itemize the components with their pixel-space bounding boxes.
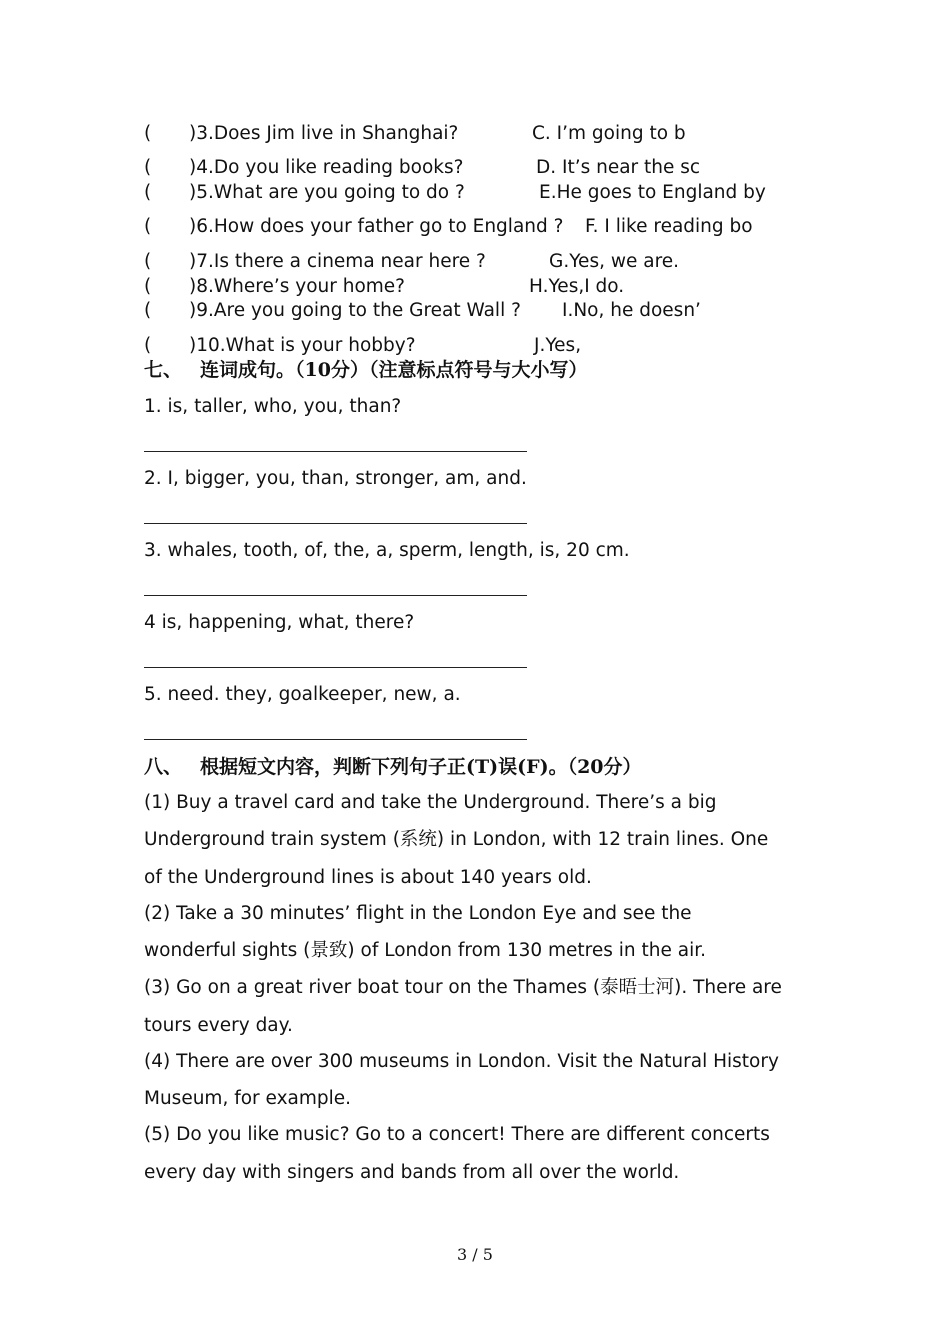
sentence-item: 4 is, happening, what, there? <box>144 612 415 633</box>
passage-line: Museum, for example. <box>144 1088 352 1109</box>
answer-bracket: ( <box>144 216 152 237</box>
page-number: 3 / 5 <box>457 1245 493 1264</box>
answer-bracket: ( <box>144 276 152 297</box>
answer-option: H.Yes,I do. <box>529 276 625 297</box>
passage-line: (4) There are over 300 museums in London. Visit the Natural History <box>144 1051 779 1072</box>
sentence-item: 1. is, taller, who, you, than? <box>144 396 402 417</box>
sentence-item: 2. I, bigger, you, than, stronger, am, and. <box>144 468 527 489</box>
answer-option: J.Yes, <box>534 335 582 356</box>
answer-option: G.Yes, we are. <box>549 251 680 272</box>
passage-line: tours every day. <box>144 1015 293 1036</box>
section-7-heading <box>144 361 587 380</box>
answer-bracket: ( <box>144 300 152 321</box>
passage-line: of the Underground lines is about 140 years old. <box>144 867 592 888</box>
answer-option: D. It’s near the sc <box>536 157 701 178</box>
answer-bracket: ( <box>144 335 152 356</box>
passage-line: (5) Do you like music? Go to a concert! There are different concerts <box>144 1124 770 1145</box>
passage-line: (2) Take a 30 minutes’ flight in the London Eye and see the <box>144 903 692 924</box>
question-text: )8.Where’s your home? <box>189 276 405 297</box>
answer-option: F. I like reading bo <box>585 216 753 237</box>
answer-line[interactable] <box>144 595 527 596</box>
question-text: )6.How does your father go to England ? <box>189 216 564 237</box>
section-7-title: 连词成句。（10分）（注意标点符号与大小写） <box>200 359 588 381</box>
passage-line: wonderful sights (景致) of London from 130 metres in the air. <box>144 940 707 961</box>
answer-line[interactable] <box>144 451 527 452</box>
passage-line: Underground train system (系统) in London, with 12 train lines. One <box>144 829 769 850</box>
question-text: )3.Does Jim live in Shanghai? <box>189 123 459 144</box>
passage-line: every day with singers and bands from all over the world. <box>144 1162 680 1183</box>
sentence-item: 3. whales, tooth, of, the, a, sperm, length, is, 20 cm. <box>144 540 630 561</box>
sentence-item: 5. need. they, goalkeeper, new, a. <box>144 684 461 705</box>
answer-bracket: ( <box>144 157 152 178</box>
answer-option: I.No, he doesn’ <box>562 300 701 321</box>
answer-line[interactable] <box>144 523 527 524</box>
answer-line[interactable] <box>144 667 527 668</box>
answer-line[interactable] <box>144 739 527 740</box>
section-7-number: 七、 <box>144 359 183 381</box>
passage-line: (1) Buy a travel card and take the Underground. There’s a big <box>144 792 717 813</box>
question-text: )9.Are you going to the Great Wall ? <box>189 300 521 321</box>
section-8-number: 八、 <box>144 756 183 778</box>
section-8-heading <box>144 758 642 777</box>
question-text: )4.Do you like reading books? <box>189 157 464 178</box>
answer-bracket: ( <box>144 251 152 272</box>
question-text: )10.What is your hobby? <box>189 335 416 356</box>
passage-line: (3) Go on a great river boat tour on the Thames (泰晤士河). There are <box>144 977 782 998</box>
answer-bracket: ( <box>144 182 152 203</box>
answer-option: C. I’m going to b <box>532 123 686 144</box>
answer-bracket: ( <box>144 123 152 144</box>
question-text: )5.What are you going to do ? <box>189 182 465 203</box>
question-text: )7.Is there a cinema near here ? <box>189 251 486 272</box>
section-8-title: 根据短文内容，判断下列句子正(T)误(F)。（20分） <box>200 756 642 778</box>
answer-option: E.He goes to England by <box>539 182 766 203</box>
